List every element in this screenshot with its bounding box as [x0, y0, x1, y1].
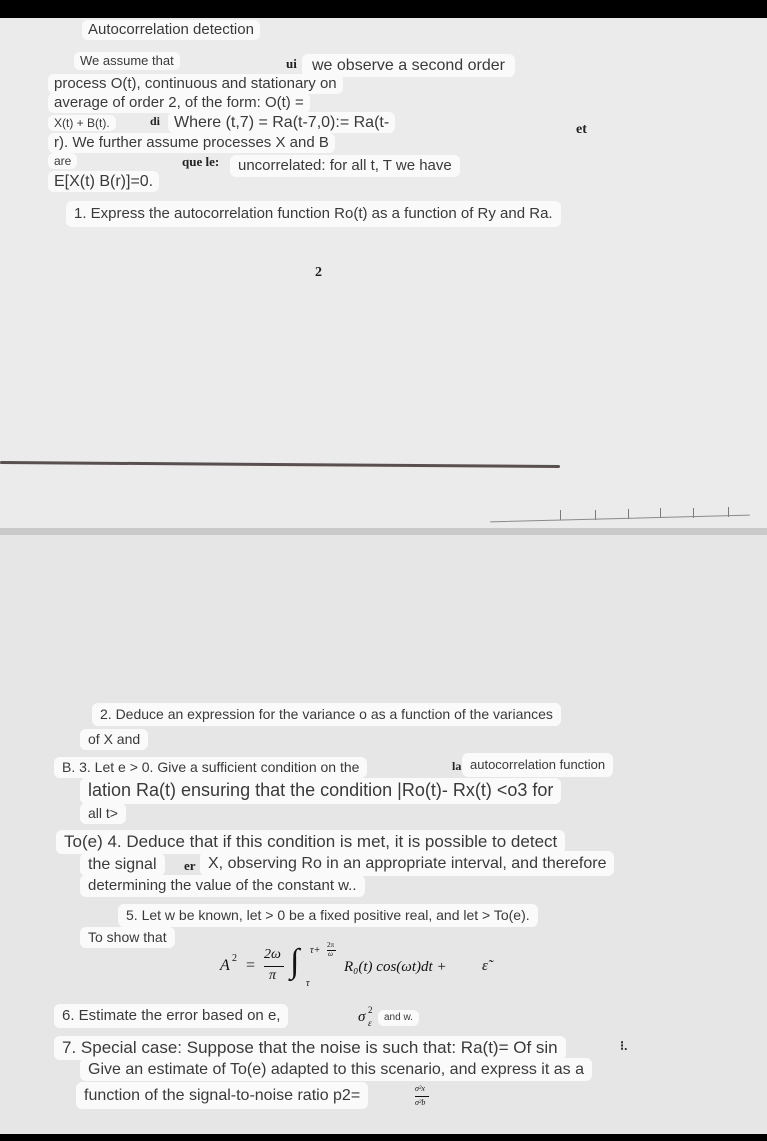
integral-lower-limit: τ: [306, 978, 310, 989]
text-fragment: are: [48, 153, 77, 169]
question-4-line-1: To(e) 4. Deduce that if this condition is met, it is possible to detect: [56, 830, 565, 854]
question-4-line-3: determining the value of the constant w..: [80, 875, 365, 897]
sigma-superscript: 2: [368, 1005, 373, 1015]
scan-fragment: er: [184, 858, 196, 873]
integrand: R₀(t) cos(ωt)dt +: [344, 959, 447, 975]
question-7-line-1: 7. Special case: Suppose that the noise is such that: Ra(t)= Of sin: [54, 1036, 566, 1060]
scan-fragment: ui: [286, 56, 297, 71]
formula-equals: =: [246, 957, 256, 974]
integral-formula: [220, 941, 510, 995]
question-5-line-1: 5. Let w be known, let > 0 be a fixed positive real, and let > To(e).: [118, 904, 538, 927]
scan-fragment: ⁝.: [620, 1038, 628, 1053]
integral-sign: ∫: [290, 943, 300, 980]
scan-fragment: di: [150, 114, 161, 128]
ratio-numerator: σ²x: [415, 1084, 425, 1093]
fraction-bar: [264, 966, 284, 967]
question-3-fragment: autocorrelation function: [462, 753, 613, 777]
sigma-subscript: ε: [368, 1018, 372, 1028]
sigma-symbol: σ: [358, 1009, 366, 1025]
question-4-fragment: the signal: [80, 853, 165, 876]
scan-smudge-line: [0, 461, 560, 468]
question-7-line-3: function of the signal-to-noise ratio p2=: [76, 1082, 368, 1109]
ratio-denominator: σ²b: [415, 1098, 426, 1107]
question-2-line-2: of X and: [80, 729, 148, 750]
upper-limit-denominator: ω: [328, 950, 333, 958]
question-2-line-1: 2. Deduce an expression for the variance o as a function of the variances: [92, 703, 561, 726]
scan-fragment: que le:: [182, 154, 220, 169]
question-6: 6. Estimate the error based on e,: [54, 1004, 288, 1028]
text-fragment: We assume that: [74, 52, 180, 70]
section-heading: Autocorrelation detection: [82, 20, 260, 40]
text-fragment: uncorrelated: for all t, T we have: [230, 155, 460, 177]
text-fragment: we observe a second order: [302, 54, 515, 77]
question-4-line-2: X, observing Ro in an appropriate interval, and therefore: [200, 851, 614, 876]
top-black-bar: [0, 0, 767, 18]
question-5-line-2: To show that: [80, 927, 175, 948]
ruler-line: [490, 515, 750, 523]
error-term: ε̃: [482, 958, 488, 974]
ratio-bar: [415, 1096, 429, 1097]
text-line: average of order 2, of the form: O(t) =: [48, 93, 310, 113]
question-3-line-2: lation Ra(t) ensuring that the condition |Ro(t)- Rx(t) <o3 for: [80, 778, 561, 804]
upper-limit-numerator: 2π: [327, 941, 335, 949]
text-line: r). We further assume processes X and B: [48, 133, 335, 153]
fraction-denominator: π: [269, 968, 277, 983]
ruler-tick: [560, 510, 561, 520]
page-number: 2: [315, 265, 322, 280]
question-3-line-1: B. 3. Let e > 0. Give a sufficient condition on the: [54, 757, 367, 778]
scan-fragment: la: [452, 759, 462, 773]
integral-upper-limit: τ+: [310, 945, 321, 956]
text-fragment: X(t) + B(t).: [48, 115, 116, 131]
question-1: 1. Express the autocorrelation function Ro(t) as a function of Ry and Ra.: [66, 201, 561, 227]
question-6-fragment: and w.: [378, 1010, 419, 1026]
formula-lhs: A: [220, 957, 230, 974]
text-line: E[X(t) B(r)]=0.: [48, 171, 159, 192]
text-fragment: Where (t,7) = Ra(t-7,0):= Ra(t-: [168, 112, 395, 133]
scan-fragment: et: [576, 122, 587, 137]
fraction-numerator: 2ω: [264, 947, 281, 962]
question-7-line-2: Give an estimate of To(e) adapted to this scenario, and express it as a: [80, 1058, 592, 1081]
question-3-line-3: all t>: [80, 803, 126, 824]
formula-lhs-exponent: 2: [232, 953, 237, 964]
text-line: process O(t), continuous and stationary on: [48, 74, 343, 94]
